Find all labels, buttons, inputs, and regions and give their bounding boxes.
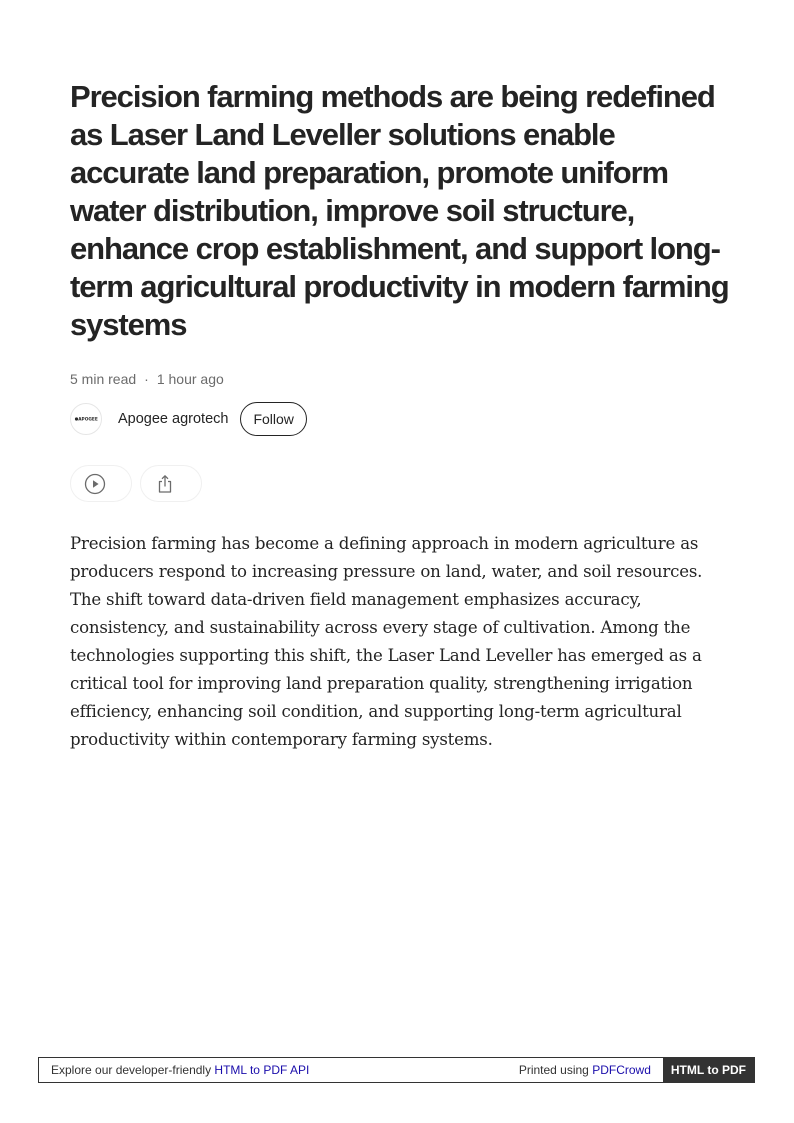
follow-button[interactable]: Follow [240,402,306,436]
footer-printed [519,1063,663,1077]
article-actions [70,465,202,502]
article-meta [70,370,224,388]
author-name[interactable]: Apogee agrotech [118,411,229,427]
pdfcrowd-link[interactable]: PDFCrowd [592,1063,651,1077]
listen-button[interactable] [70,465,132,502]
meta-separator: · [144,371,149,387]
avatar[interactable] [70,403,102,435]
footer-printed-text: Printed using [518,1063,593,1077]
article-body: Precision farming has become a defining approach in modern agriculture as producers respond to increasing pressure on land, water, and soil resources. The shift toward data-driven field management emphasizes accuracy, consistency, and sustainability across every stage of cultivation. Among the technologies supporting this shift, the Laser Land Leveller has emerged as a critical tool for improving land preparation quality, strengthening irrigation efficiency, enhancing soil condition, and supporting long-term agricultural productivity within contemporary farming systems. [70,534,703,749]
share-icon [154,473,176,495]
play-icon [84,473,106,495]
html-to-pdf-api-link[interactable]: HTML to PDF API [214,1063,310,1077]
pdfcrowd-footer [38,1057,755,1083]
avatar-logo-text: APOGEE [78,417,98,423]
footer-explore-text: Explore our developer-friendly [51,1063,215,1077]
share-button[interactable] [140,465,202,502]
footer-explore [39,1063,309,1077]
author-row [70,402,307,436]
article-title: Precision farming methods are being redefined as Laser Land Leveller solutions enable accurate land preparation, promote uniform water distribution, improve soil structure, enhance crop establishment, and support long-term agricultural productivity in modern farming systems [70,79,729,342]
apogee-logo-icon [71,404,101,434]
html-to-pdf-button[interactable]: HTML to PDF [663,1058,754,1082]
published-time: 1 hour ago [156,371,224,387]
article-header [70,78,730,344]
read-time: 5 min read [70,371,137,387]
